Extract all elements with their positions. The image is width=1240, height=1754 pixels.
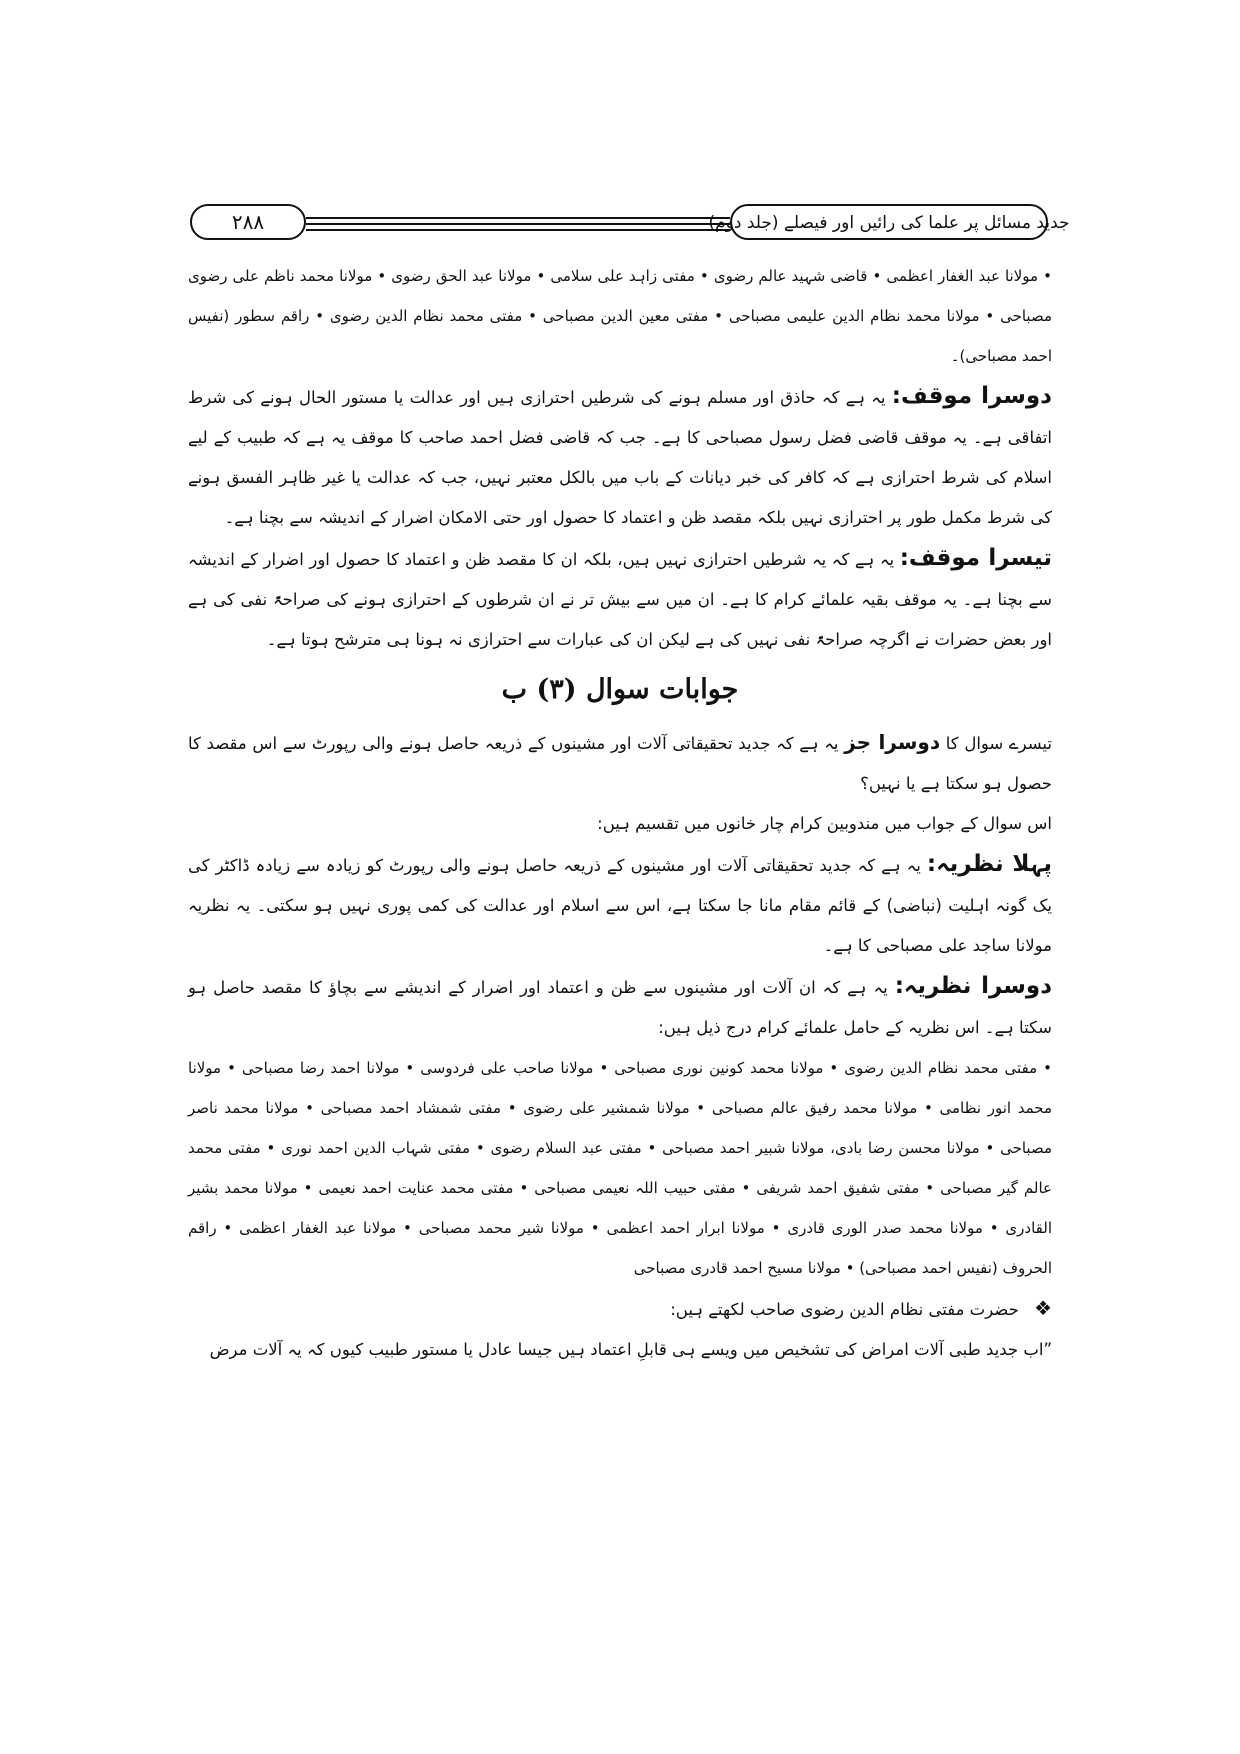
third-view-text: یہ ہے کہ یہ شرطیں احترازی نہیں ہیں، بلکہ ان کا مقصد ظن و اعتماد کا حصول اور اضرار کے اندیشہ سے بچنا ہے۔ یہ موقف بقیہ علمائے کرام کا ہے۔ ان میں سے بیش تر نے ان شرطوں کے احترازی ہونے کی صراحۃً نفی کی ہے اور بعض حضرات نے اگرچہ صراحۃً نفی نہیں کی ہے لیکن ان کی عبارات سے احترازی نہ ہونا ہی مترشح ہوتا ہے۔ xyxy=(188,550,1052,649)
third-view-label: تیسرا موقف: xyxy=(899,545,1053,571)
page-number: ۲۸۸ xyxy=(190,204,306,240)
page-body xyxy=(188,256,1052,1370)
scholars-list-bottom: • مفتی محمد نظام الدین رضوی • مولانا محمد کونین نوری مصباحی • مولانا صاحب علی فردوسی • مولانا احمد رضا مصباحی • مولانا محمد انور نظامی • مولانا محمد رفیق عالم مصباحی • مولانا شمشیر علی رضوی • مفتی شمشاد احمد مصباحی • مولانا محمد ناصر مصباحی • مولانا محسن رضا بادی، مولانا شبیر احمد مصباحی • مفتی عبد السلام رضوی • مفتی شہاب الدین احمد نوری • مفتی محمد عالم گیر مصباحی • مفتی شفیق احمد شریفی • مفتی حبیب اللہ نعیمی مصباحی • مفتی محمد عنایت احمد نعیمی • مولانا محمد بشیر القادری • مولانا محمد صدر الوری قادری • مولانا ابرار احمد اعظمی • مولانا شیر محمد مصباحی • مولانا عبد الغفار اعظمی • راقم الحروف (نفیس احمد مصباحی) • مولانا مسیح احمد قادری مصباحی xyxy=(188,1059,1052,1277)
page-header xyxy=(190,204,1070,244)
second-theory-text: یہ ہے کہ ان آلات اور مشینوں سے ظن و اعتماد اور اضرار کے اندیشے سے بچاؤ کا مقصد حاصل ہو سکتا ہے۔ اس نظریہ کے حامل علمائے کرام درج ذیل ہیں: xyxy=(188,978,1052,1037)
third-view-paragraph xyxy=(188,538,1052,660)
second-theory-paragraph xyxy=(188,966,1052,1048)
hazrat-text: حضرت مفتی نظام الدین رضوی صاحب لکھتے ہیں: xyxy=(670,1300,1019,1319)
header-rule xyxy=(306,223,730,225)
quote-paragraph: ”اب جدید طبی آلات امراض کی تشخیص میں ویسے ہی قابلِ اعتماد ہیں جیسا عادل یا مستور طبیب کیوں کہ یہ آلات مرض xyxy=(209,1340,1052,1359)
scholars-list-top: • مولانا عبد الغفار اعظمی • قاضی شہید عالم رضوی • مفتی زاہد علی سلامی • مولانا عبد الحق رضوی • مولانا محمد ناظم علی رضوی مصباحی • مولانا محمد نظام الدین علیمی مصباحی • مفتی معین الدین مصباحی • مفتی محمد نظام الدین رضوی • راقم سطور (نفیس احمد مصباحی)۔ xyxy=(188,267,1052,365)
hazrat-paragraph xyxy=(188,1288,1052,1330)
second-view-text: یہ ہے کہ حاذق اور مسلم ہونے کی شرطیں احترازی ہیں اور عدالت یا مستور الحال ہونے کی شرط اتفاقی ہے۔ یہ موقف قاضی فضل رسول مصباحی کا ہے۔ جب کہ قاضی فضل احمد صاحب کا موقف یہ ہے کہ طبیب کے لیے اسلام کی شرط احترازی ہے کہ کافر کی خبر دیانات کے باب میں بالکل معتبر نہیں، جب کہ عدالت یا غیر ظاہر الفسق ہونے کی شرط مکمل طور پر احترازی نہیں بلکہ مقصد ظن و اعتماد کا حصول اور حتی الامکان اضرار کے اندیشہ سے بچنا ہے۔ xyxy=(188,388,1052,527)
second-view-label: دوسرا موقف: xyxy=(891,383,1052,409)
first-theory-text: یہ ہے کہ جدید تحقیقاتی آلات اور مشینوں کے ذریعہ حاصل ہونے والی رپورٹ کو زیادہ سے زیادہ ڈاکٹر کی یک گونہ اہلیت (نباضی) کے قائم مقام مانا جا سکتا ہے، اس سے اسلام اور عدالت کی کمی پوری نہیں ہو سکتی۔ یہ نظریہ مولانا ساجد علی مصباحی کا ہے۔ xyxy=(188,856,1052,955)
header-rule xyxy=(306,217,730,219)
second-view-paragraph xyxy=(188,376,1052,538)
question-intro-bold: دوسرا جز xyxy=(844,730,941,754)
book-title: جدید مسائل پر علما کی رائیں اور فیصلے (جلد دوم) xyxy=(730,204,1048,240)
divided-paragraph: اس سوال کے جواب میں مندوبین کرام چار خانوں میں تقسیم ہیں: xyxy=(597,814,1052,833)
first-theory-paragraph xyxy=(188,844,1052,966)
second-theory-label: دوسرا نظریہ: xyxy=(894,973,1053,999)
four-diamond-bullet-icon: ❖ xyxy=(1034,1296,1052,1320)
question-intro-paragraph xyxy=(188,722,1052,804)
question-intro-pre: تیسرے سوال کا xyxy=(945,734,1052,753)
question-intro-post: یہ ہے کہ جدید تحقیقاتی آلات اور مشینوں کے ذریعہ حاصل ہونے والی رپورٹ سے اس مقصد کا حصول ہو سکتا ہے یا نہیں؟ xyxy=(188,734,1052,793)
section-heading: جوابات سوال (۳) ب xyxy=(501,674,739,705)
first-theory-label: پہلا نظریہ: xyxy=(926,851,1052,877)
header-rule xyxy=(306,229,730,231)
